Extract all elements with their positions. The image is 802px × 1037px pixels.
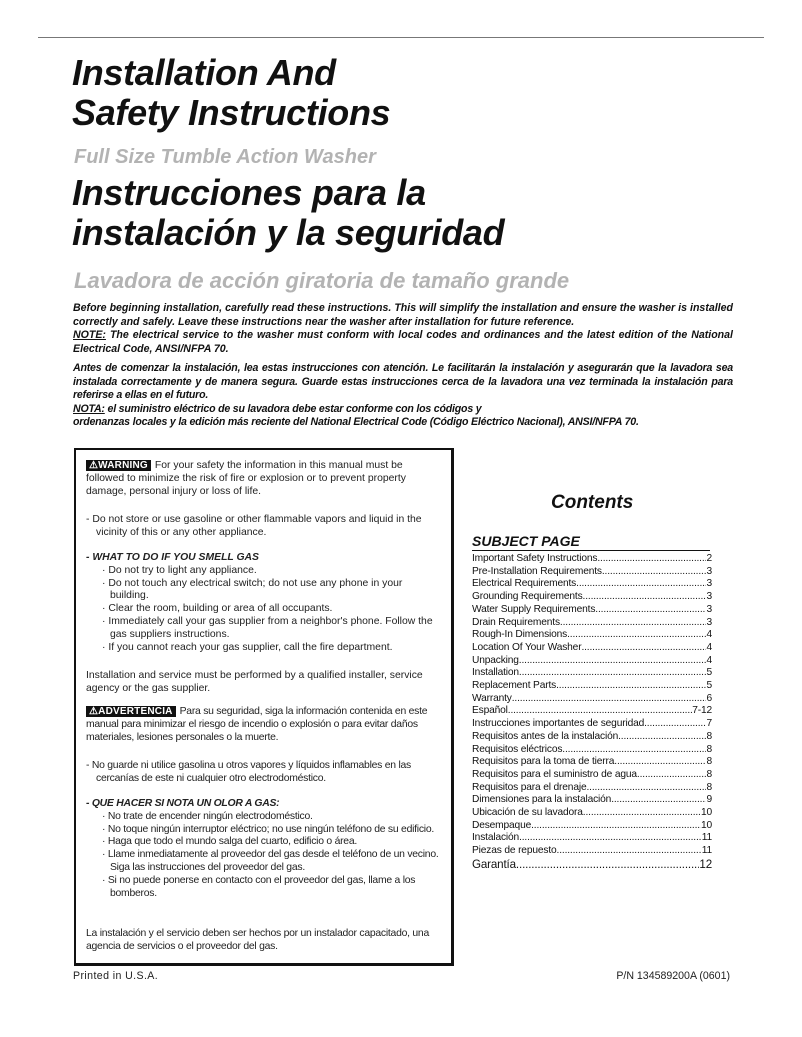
toc-page: 6 [706, 692, 712, 704]
toc-row [472, 756, 712, 769]
toc-page: 11 [701, 845, 712, 857]
warning-es-gas-list [86, 811, 442, 901]
toc-row [472, 642, 712, 655]
warning-en-gas [86, 552, 442, 654]
toc-row [472, 693, 712, 706]
toc-row [472, 553, 712, 566]
toc-row [472, 617, 712, 630]
toc-page: 3 [706, 565, 712, 577]
toc-row [472, 807, 712, 820]
toc-page: 3 [706, 616, 712, 628]
toc-row [472, 731, 712, 744]
toc-page: 3 [706, 603, 712, 615]
title-es-line-2: instalación y la seguridad [72, 212, 505, 253]
toc-row [472, 744, 712, 757]
toc-page: 5 [706, 680, 712, 692]
toc-label: Water Supply Requirements [472, 603, 596, 615]
toc-row [472, 832, 712, 845]
toc-page: 2 [706, 553, 712, 564]
intro-es-note-text-1: el suministro eléctrico de su lavadora debe estar conforme con los códigos y [104, 402, 482, 415]
toc-label: Ubicación de su lavadora [472, 807, 583, 819]
title-en-line-1: Installation And [72, 52, 336, 93]
warning-es-storage-text: - No guarde ni utilice gasolina u otros vapores y líquidos inflamables en las cercanías de este ni cualquier otro electrodoméstico. [86, 760, 411, 784]
toc-row [472, 794, 712, 807]
toc-label: Pre-Installation Requirements [472, 565, 602, 577]
toc-page: 8 [706, 781, 712, 793]
toc-label: Requisitos eléctricos [472, 743, 563, 755]
toc-page: 8 [706, 743, 712, 755]
toc-page: 10 [700, 819, 712, 831]
toc-row [472, 820, 712, 833]
toc-label: Requisitos para el drenaje [472, 781, 587, 793]
toc-label: Warranty [472, 692, 512, 704]
warning-es-intro [86, 706, 442, 744]
footer-printed: Printed in U.S.A. [73, 970, 159, 982]
toc-row [472, 845, 712, 858]
toc-label: Rough-In Dimensions [472, 629, 568, 641]
table-of-contents [472, 553, 712, 872]
list-item: · Si no puede ponerse en contacto con el proveedor del gas, llame a los bomberos. [102, 874, 416, 899]
toc-page: 4 [706, 654, 712, 666]
intro-en-text: Before beginning installation, carefully read these instructions. This will simplify the installation and ensure the washer is installed correctly and safely. Leave these instructions near the washer after installation for future reference. [73, 302, 733, 328]
toc-page: 9 [706, 794, 712, 806]
toc-label: Grounding Requirements [472, 591, 583, 603]
toc-label: Installation [472, 667, 519, 679]
advertencia-tag [86, 706, 176, 717]
warning-es-gas-heading: - QUE HACER SI NOTA UN OLOR A GAS: [86, 798, 280, 809]
toc-label: Requisitos para la toma de tierra [472, 756, 615, 768]
warning-en-gas-list [86, 565, 442, 655]
toc-label: Instrucciones importantes de seguridad [472, 718, 645, 730]
toc-label: Español [472, 705, 508, 717]
title-es [72, 173, 504, 253]
toc-label: Replacement Parts [472, 680, 557, 692]
warning-en-storage-text: - Do not store or use gasoline or other flammable vapors and liquid in the vicinity of this or any other appliance. [86, 514, 422, 538]
toc-page: 8 [706, 768, 712, 780]
toc-page: 4 [706, 641, 712, 653]
subtitle-es: Lavadora de acción giratoria de tamaño grande [74, 268, 570, 293]
toc-label: Drain Requirements [472, 616, 560, 628]
toc-row [472, 591, 712, 604]
toc-row [472, 858, 712, 872]
intro-en-note-label: NOTE: [73, 329, 106, 341]
toc-page: 7 [706, 718, 712, 730]
toc-label: Dimensiones para la instalación [472, 794, 612, 806]
warning-triangle-icon: ⚠ [89, 706, 99, 717]
top-rule [38, 37, 764, 38]
warning-es-service: La instalación y el servicio deben ser hechos por un instalador capacitado, una agencia de servicios o el proveedor del gas. [86, 928, 429, 952]
toc-page: 5 [706, 667, 712, 679]
toc-page: 8 [706, 730, 712, 742]
subject-page-header: SUBJECT PAGE [472, 533, 710, 551]
warning-es-storage [86, 760, 442, 786]
toc-label: Desempaque [472, 819, 532, 831]
subtitle-en: Full Size Tumble Action Washer [74, 146, 376, 168]
toc-label: Location Of Your Washer [472, 641, 582, 653]
list-item: · Clear the room, building or area of all occupants. [102, 603, 333, 615]
advertencia-tag-label: ADVERTENCIA [98, 706, 173, 717]
toc-page: 11 [701, 832, 712, 844]
list-item: · Do not try to light any appliance. [102, 564, 257, 576]
toc-row [472, 705, 712, 718]
intro-es-note-label: NOTA: [73, 402, 105, 415]
toc-row [472, 578, 712, 591]
toc-page: 12 [699, 857, 712, 871]
contents-heading: Contents [551, 492, 634, 513]
toc-label: Requisitos para el suministro de agua [472, 768, 637, 780]
toc-row [472, 604, 712, 617]
intro-es-text: Antes de comenzar la instalación, lea estas instrucciones con atención. Le facilitarán la instalación y asegurarán que la lavadora sea instalada correctamente y de manera segura. Guarde estas instrucciones cerca de la lavadora una vez terminada la instalación para referirse a ellas en el futuro. [73, 362, 733, 401]
toc-row [472, 769, 712, 782]
toc-label: Instalación [472, 832, 520, 844]
toc-label: Piezas de repuesto [472, 845, 557, 857]
toc-row [472, 667, 712, 680]
toc-row [472, 566, 712, 579]
warning-triangle-icon: ⚠ [89, 460, 99, 471]
warning-es-intro-text: Para su seguridad, siga la información contenida en este manual para minimizar el riesgo de incendio o explosión o para evitar daños materiales, lesiones personales o la muerte. [86, 706, 428, 743]
toc-page: 4 [706, 629, 712, 641]
warning-tag-label: WARNING [98, 460, 148, 471]
toc-label: Important Safety Instructions [472, 553, 598, 564]
warning-en-service: Installation and service must be performed by a qualified installer, service agency or the gas supplier. [86, 670, 423, 694]
toc-row [472, 680, 712, 693]
toc-label: Unpacking [472, 654, 519, 666]
list-item: · No trate de encender ningún electrodoméstico. [102, 810, 313, 822]
toc-label: Requisitos antes de la instalación [472, 730, 619, 742]
title-en-line-2: Safety Instructions [72, 92, 391, 133]
list-item: · Do not touch any electrical switch; do not use any phone in your building. [102, 577, 403, 602]
toc-page: 3 [706, 578, 712, 590]
toc-row [472, 629, 712, 642]
toc-label: Electrical Requirements [472, 578, 577, 590]
toc-label: Garantía [472, 857, 516, 871]
list-item: · Haga que todo el mundo salga del cuarto, edificio o área. [102, 836, 358, 848]
intro-es-note-text-2: ordenanzas locales y la edición más reciente del National Electrical Code (Código Eléctrico Nacional), ANSI/NFPA 70. [73, 416, 639, 428]
intro-en [73, 302, 733, 356]
toc-page: 8 [706, 756, 712, 768]
warning-en-intro [86, 460, 442, 498]
warning-en-gas-heading: - WHAT TO DO IF YOU SMELL GAS [86, 552, 259, 563]
title-en [72, 53, 390, 133]
footer-part-number: P/N 134589200A (0601) [616, 970, 730, 982]
toc-row [472, 782, 712, 795]
list-item: · Llame inmediatamente al proveedor del gas desde el teléfono de un vecino. Siga las instrucciones del proveedor del gas. [102, 849, 439, 873]
toc-page: 10 [700, 807, 712, 819]
warning-box [74, 448, 454, 966]
toc-row [472, 655, 712, 668]
intro-es [73, 362, 733, 430]
toc-page: 7-12 [692, 705, 712, 717]
list-item: · If you cannot reach your gas supplier, call the fire department. [102, 641, 393, 653]
list-item: · No toque ningún interruptor eléctrico; no use ningún teléfono de su edificio. [102, 823, 435, 835]
warning-tag [86, 460, 151, 471]
warning-es-gas [86, 798, 442, 900]
toc-row [472, 718, 712, 731]
warning-en-storage [86, 514, 442, 540]
title-es-line-1: Instrucciones para la [72, 172, 426, 213]
warning-en-intro-text: For your safety the information in this manual must be followed to minimize the risk of fire or explosion or to prevent property damage, personal injury or loss of life. [86, 460, 406, 497]
toc-page: 3 [706, 591, 712, 603]
intro-en-note-text: The electrical service to the washer must conform with local codes and ordinances and the latest edition of the National Electrical Code, ANSI/NFPA 70. [73, 329, 733, 355]
list-item: · Immediately call your gas supplier from a neighbor's phone. Follow the gas suppliers instructions. [102, 615, 433, 640]
